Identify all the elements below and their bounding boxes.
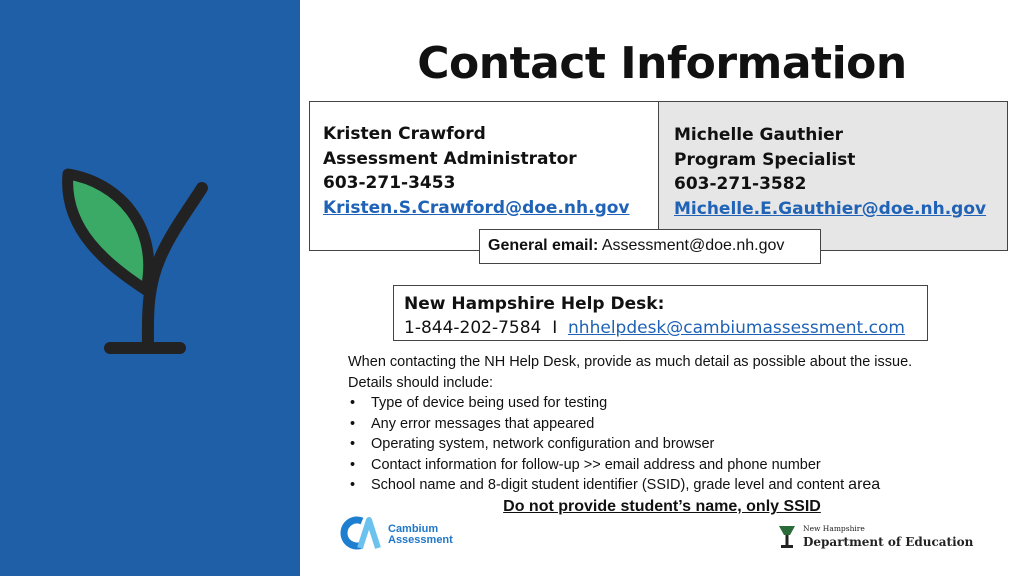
doe-logo-subtitle: New Hampshire xyxy=(803,524,865,533)
doe-lamp-icon xyxy=(776,522,798,550)
details-lead: Details should include: xyxy=(348,374,494,391)
ssid-warning: Do not provide student’s name, only SSID xyxy=(503,498,821,515)
details-list xyxy=(348,393,912,496)
contact-role: Assessment Administrator xyxy=(323,148,577,169)
list-item: • Any error messages that appeared xyxy=(348,414,912,435)
help-desk-contact-line xyxy=(404,316,927,340)
bullet-icon: • xyxy=(350,456,356,473)
contact-phone: 603-271-3453 xyxy=(323,173,456,193)
bullet-icon: • xyxy=(350,477,356,493)
general-email-box xyxy=(479,229,821,264)
bullet-icon: • xyxy=(350,395,356,411)
list-item: • Contact information for follow-up >> email address and phone number xyxy=(348,455,912,476)
sidebar-panel xyxy=(0,0,300,576)
page-title: Contact Information xyxy=(417,38,907,89)
cambium-logo-icon xyxy=(338,514,384,552)
details-intro: When contacting the NH Help Desk, provide as much detail as possible about the issue. xyxy=(348,354,913,370)
list-item: • Type of device being used for testing xyxy=(348,393,912,414)
contact-email-link[interactable]: Michelle.E.Gauthier@doe.nh.gov xyxy=(674,198,987,219)
contact-phone: 603-271-3582 xyxy=(674,174,807,194)
bullet-icon: • xyxy=(350,436,356,452)
cambium-logo-text: Cambium Assessment xyxy=(388,523,453,546)
help-desk-email-link[interactable]: nhhelpdesk@cambiumassessment.com xyxy=(568,318,905,338)
general-email-label: General email: xyxy=(488,237,599,254)
bullet-icon: • xyxy=(350,415,356,432)
contact-email-link[interactable]: Kristen.S.Crawford@doe.nh.gov xyxy=(323,197,630,218)
contact-name: Michelle Gauthier xyxy=(674,125,844,145)
list-item: • Operating system, network configuration and browser xyxy=(348,434,912,455)
list-item: • School name and 8-digit student identifier (SSID), grade level and content area xyxy=(348,475,912,496)
contact-role: Program Specialist xyxy=(674,149,856,170)
doe-logo-title: Department of Education xyxy=(803,535,974,549)
help-desk-separator: I xyxy=(552,318,558,338)
details-section xyxy=(348,352,912,496)
help-desk-box xyxy=(393,285,928,341)
help-desk-title: New Hampshire Help Desk: xyxy=(404,294,665,314)
contact-name: Kristen Crawford xyxy=(323,124,486,144)
general-email-value[interactable]: Assessment@doe.nh.gov xyxy=(601,237,785,254)
list-item-tail: area xyxy=(848,476,881,493)
help-desk-phone: 1-844-202-7584 xyxy=(404,318,542,338)
plant-logo-icon xyxy=(48,160,218,360)
